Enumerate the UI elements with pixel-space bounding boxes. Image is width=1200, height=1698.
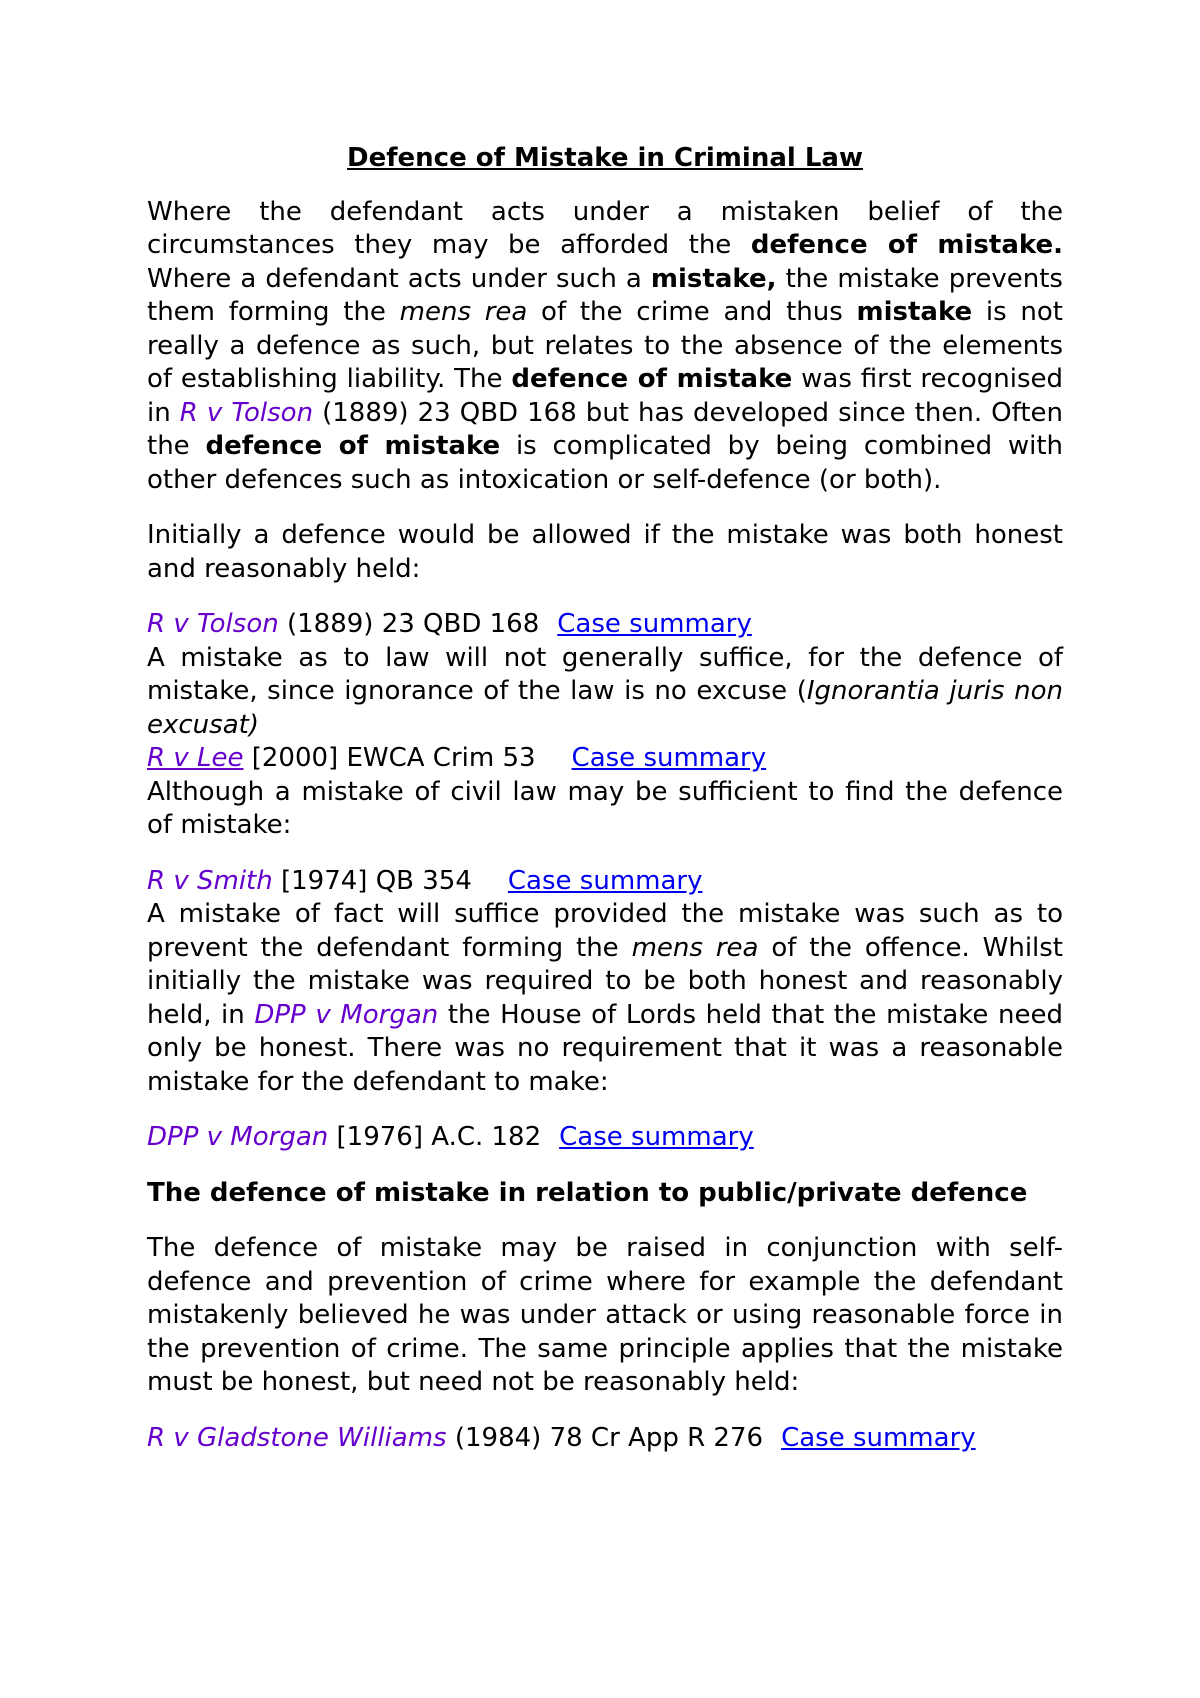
case-summary-link-williams[interactable]: Case summary — [781, 1422, 976, 1453]
case-name: R v Smith — [147, 865, 273, 896]
case-line-morgan — [147, 1121, 1063, 1155]
case-summary-link-smith[interactable]: Case summary — [507, 865, 703, 896]
text-run: A mistake as to law will not generally suffice, for the defence of mistake, since ignorance of the law is no excuse ( — [147, 642, 1063, 706]
document-title: Defence of Mistake in Criminal Law — [347, 143, 863, 173]
case-name: R v Tolson — [179, 397, 314, 428]
italic-term: mens rea — [399, 297, 528, 327]
bold-term: defence of mistake — [205, 431, 501, 461]
case-citation: [1976] A.C. 182 — [328, 1122, 542, 1152]
text-run: is not really a defence as such, but relates to the absence of the elements of establishing liability. The — [147, 297, 1063, 394]
mistake-of-law-text — [147, 642, 1063, 743]
text-run: was first recognised in — [147, 364, 1063, 428]
tolson-lee-block — [147, 608, 1063, 843]
bold-term: mistake — [856, 297, 973, 327]
text-run: Where a defendant acts under such a — [147, 263, 651, 294]
case-name: R v Gladstone Williams — [147, 1422, 447, 1453]
case-line-smith — [147, 865, 1063, 899]
case-name: DPP v Morgan — [254, 999, 439, 1030]
case-citation: (1889) 23 QBD 168 — [278, 609, 540, 639]
text-run: of the offence. Whilst initially the mistake was required to be both honest and reasonably held, in — [147, 932, 1064, 1030]
bold-term: defence of mistake — [511, 364, 793, 394]
intro-paragraph — [147, 196, 1063, 498]
bold-term: mistake, — [650, 263, 777, 294]
self-defence-paragraph: The defence of mistake may be raised in conjunction with self-defence and prevention of crime where for example the defendant mistakenly believed he was under attack or using reasonable force in the prevention of crime. The same principle applies that the mistake must be honest, but need not be reasonably held: — [147, 1233, 1063, 1397]
case-line-tolson — [147, 608, 1063, 642]
case-citation: [2000] EWCA Crim 53 — [243, 743, 536, 773]
smith-block — [147, 865, 1063, 1100]
case-name-link[interactable]: R v Lee — [147, 743, 244, 773]
case-line-lee — [147, 742, 1063, 776]
case-line-williams — [147, 1422, 1063, 1456]
italic-term: mens rea — [631, 932, 759, 963]
latin-maxim: Ignorantia juris non excusat) — [147, 676, 1063, 740]
morgan-block — [147, 1121, 1063, 1155]
case-summary-link-tolson[interactable]: Case summary — [557, 609, 752, 639]
text-run: A mistake of fact will suffice provided the mistake was such as to prevent the defendant forming the — [147, 899, 1063, 963]
williams-block — [147, 1422, 1063, 1456]
text-run: (1889) 23 QBD 168 but has developed since then. Often the — [147, 397, 1064, 461]
text-run: the House of Lords held that the mistake need only be honest. There was no requirement that it was a reasonable mistake for the defendant to make: — [147, 999, 1063, 1097]
document-page — [147, 142, 1063, 1477]
text-run: Where the defendant acts under a mistaken belief of the circumstances they may be afforded the — [147, 196, 1063, 260]
text-run: is complicated by being combined with other defences such as intoxication or self-defence (or both). — [147, 431, 1064, 495]
case-name: R v Tolson — [147, 609, 279, 639]
case-name: DPP v Morgan — [147, 1122, 329, 1152]
section-heading: The defence of mistake in relation to public/private defence — [147, 1177, 1028, 1208]
case-summary-link-morgan[interactable]: Case summary — [559, 1122, 754, 1152]
civil-law-text: Although a mistake of civil law may be sufficient to find the defence of mistake: — [147, 776, 1063, 840]
initially-paragraph: Initially a defence would be allowed if the mistake was both honest and reasonably held: — [147, 520, 1063, 584]
text-run: of the crime and thus — [527, 297, 857, 327]
case-summary-link-lee[interactable]: Case summary — [571, 743, 767, 773]
mistake-of-fact-text — [147, 898, 1063, 1099]
case-citation: [1974] QB 354 — [272, 865, 472, 896]
bold-term: defence of mistake. — [750, 230, 1063, 260]
case-citation: (1984) 78 Cr App R 276 — [446, 1422, 764, 1453]
text-run: the mistake prevents them forming the — [147, 263, 1063, 327]
